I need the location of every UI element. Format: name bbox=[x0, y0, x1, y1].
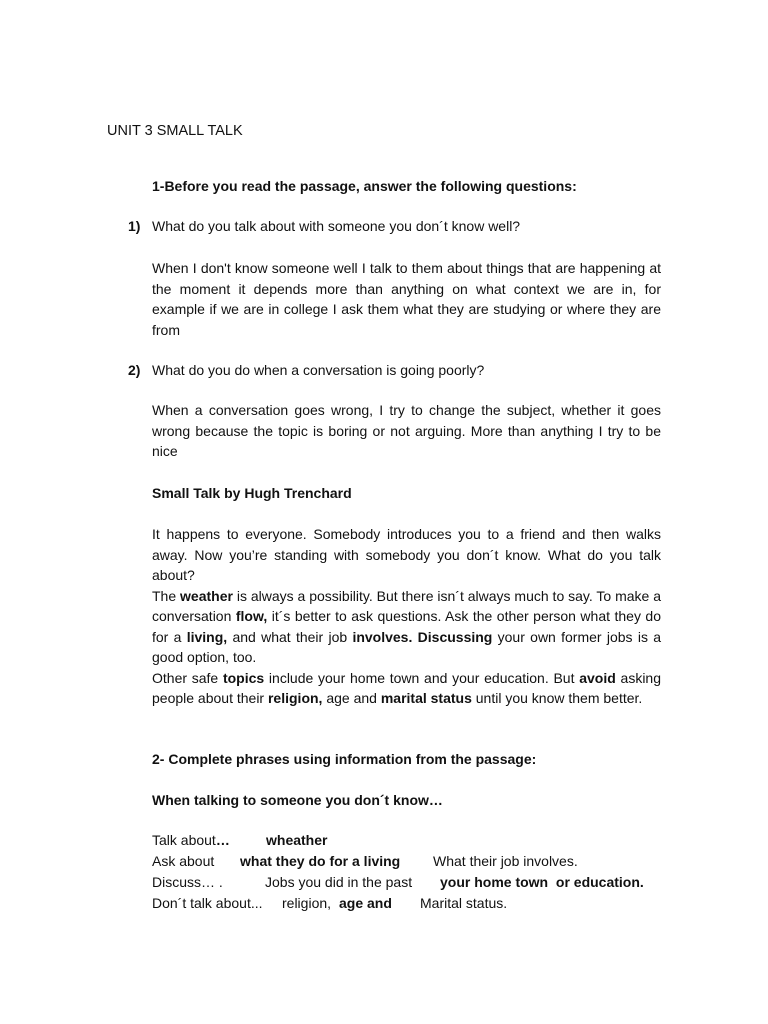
question-text: What do you do when a conversation is going poorly? bbox=[152, 362, 485, 378]
phrase-label: Discuss… . bbox=[152, 874, 223, 890]
section2-subheading: When talking to someone you don´t know… bbox=[152, 792, 443, 808]
passage-paragraph: It happens to everyone. Somebody introduces you to a friend and then walks away. Now you’re standing with somebody you don´t know. What do you talk about? bbox=[152, 526, 661, 583]
answer-text: When a conversation goes wrong, I try to change the subject, whether it goes wrong because the topic is boring or not arguing. More than anything I try to be nice bbox=[152, 402, 661, 459]
phrase-answer: religion, bbox=[282, 895, 332, 911]
passage-paragraph: The weather is always a possibility. But there isn´t always much to say. To make a conversation flow, it´s better to ask questions. Ask the other person what they do for a living, and what their job involves. Discussing your own former jobs is a good option, too. bbox=[152, 587, 662, 665]
section1-heading: 1-Before you read the passage, answer the following questions: bbox=[152, 178, 577, 194]
phrase-answer: Jobs you did in the past bbox=[265, 874, 413, 890]
phrase-label: Ask about bbox=[152, 853, 215, 869]
phrase-answer: what they do for a living bbox=[240, 853, 401, 869]
phrase-label: Don´t talk about... bbox=[152, 895, 263, 911]
question-number: 1) bbox=[128, 218, 141, 234]
passage-body bbox=[152, 524, 661, 709]
question-text: What do you talk about with someone you don´t know well? bbox=[152, 218, 521, 234]
section2-heading: 2- Complete phrases using information from the passage: bbox=[152, 751, 537, 767]
passage-paragraph: Other safe topics include your home town and your education. But avoid asking people about their religion, age and marital status until you know them better. bbox=[152, 669, 662, 706]
unit-title: UNIT 3 SMALL TALK bbox=[107, 123, 243, 139]
phrase-answer: wheather bbox=[266, 832, 328, 848]
phrase-answer: What their job involves. bbox=[433, 853, 578, 869]
answer-text: When I don't know someone well I talk to them about things that are happening at the moment it depends more than anything on what context we are in, for example if we are in college I ask them what they are studying or where they are from bbox=[152, 260, 661, 338]
question-number: 2) bbox=[128, 362, 141, 378]
phrase-answer: Marital status. bbox=[420, 895, 508, 911]
phrase-answer: your home town or education. bbox=[440, 874, 644, 890]
phrase-answer: age and bbox=[339, 895, 392, 911]
phrase-label: Talk about… bbox=[152, 832, 230, 848]
passage-title: Small Talk by Hugh Trenchard bbox=[152, 485, 352, 501]
